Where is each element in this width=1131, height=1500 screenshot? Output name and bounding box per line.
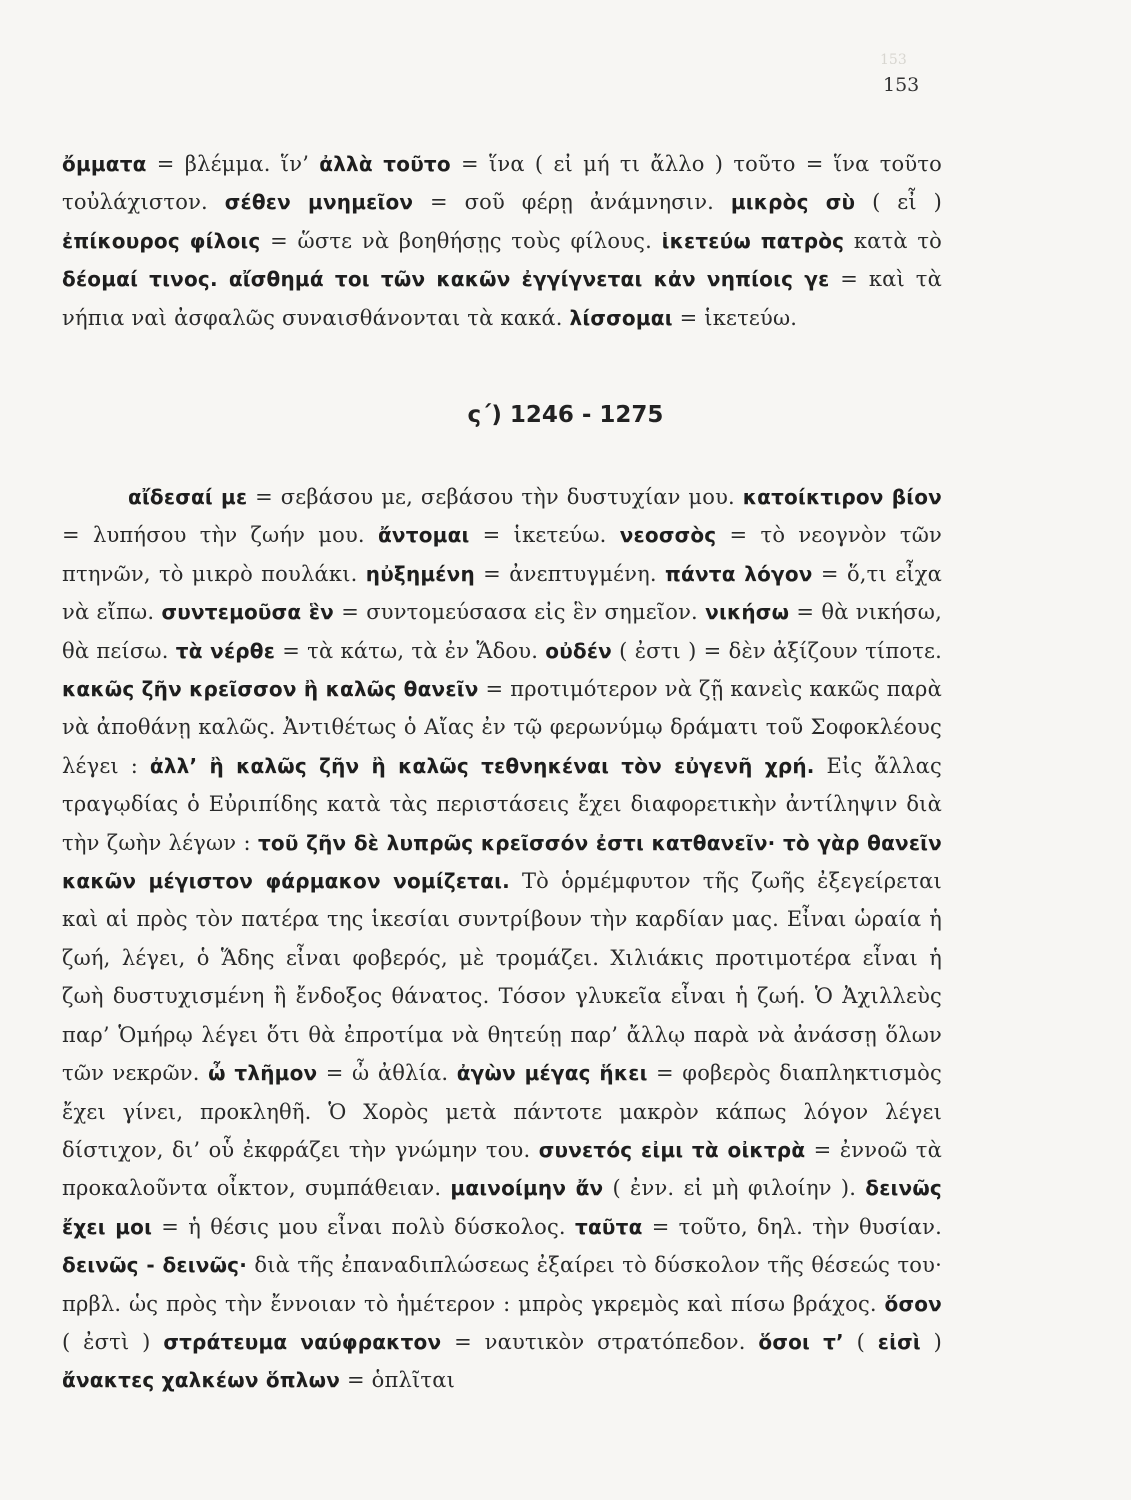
gloss-text: διὰ τῆς ἐπαναδιπλώσεως ἐξαίρει τὸ δύσκολον τῆς θέσεώς του· πρβλ. ὡς πρὸς τὴν ἔννοιαν τὸ ἡμέτερον : μπρὸς γκρεμὸς καὶ πίσω βράχος. <box>62 1253 942 1316</box>
gloss-text: = καὶ τὰ νήπια ναὶ ἀσφαλῶς συναισθάνονται τὰ κακά. <box>62 267 942 330</box>
gloss-text: Τὸ ὁρμέμφυτον τῆς ζωῆς ἐξεγείρεται καὶ αἱ πρὸς τὸν πατέρα της ἱκεσίαι συντρίβουν τὴν καρδίαν μας. Εἶναι ὡραία ἡ ζωή, λέγει, ὁ Ἅδης εἶναι φοβερός, μὲ τρομάζει. Χιλιάκις προτιμοτέρα εἶναι ἡ ζωὴ δυστυχισμένη ἢ ἔνδοξος θάνατος. Τόσον γλυκεῖα εἶναι ἡ ζωή. Ὁ Ἀχιλλεὺς παρ’ Ὁμήρῳ λέγει ὅτι θὰ ἐπροτίμα νὰ θητεύῃ παρ’ ἄλλῳ παρὰ νὰ ἀνάσσῃ ὅλων τῶν νεκρῶν. <box>62 869 942 1086</box>
lemma-term: ταῦτα <box>575 1214 643 1239</box>
lemma-term: ὅσοι τ’ <box>758 1329 844 1354</box>
lemma-term: ἀλλ’ ἢ καλῶς ζῆν ἢ καλῶς τεθνηκέναι τὸν εὐγενῆ χρή. <box>149 753 815 778</box>
lemma-term: οὐδέν <box>545 638 612 663</box>
gloss-text: = ἵνα ( εἰ μή τι ἄλλο ) τοῦτο = ἵνα τοῦτο τοὐλάχιστον. <box>62 152 942 215</box>
gloss-text: = τοῦτο, δηλ. τὴν θυσίαν. <box>642 1214 942 1239</box>
lemma-term: μαινοίμην ἄν <box>450 1176 604 1201</box>
lemma-term: νεοσσὸς <box>619 523 717 548</box>
lemma-term: εἰσὶ <box>877 1329 921 1354</box>
lemma-term: ὄμματα <box>62 152 147 176</box>
lemma-term: κακῶς ζῆν κρεῖσσον ἢ καλῶς θανεῖν <box>62 677 479 702</box>
lemma-term: μικρὸς σὺ <box>730 190 856 215</box>
gloss-text: = ὦ ἀθλία. <box>317 1061 457 1086</box>
lemma-term: συντεμοῦσα ἓν <box>161 600 334 625</box>
gloss-text: = ναυτικὸν στρατόπεδον. <box>441 1329 759 1354</box>
lemma-term: λίσσομαι <box>569 305 673 330</box>
lemma-term: νικήσω <box>705 600 790 625</box>
gloss-text: = βλέμμα. ἵν’ <box>146 152 320 176</box>
gloss-text: ( ἐστὶ ) <box>62 1329 164 1354</box>
gloss-text: Εἰς ἄλλας τραγῳδίας ὁ Εὐριπίδης κατὰ τὰς περιστάσεις ἔχει διαφορετικὴν ἀντίληψιν διὰ τὴν ζωὴν λέγων : <box>62 753 942 855</box>
gloss-text: = ἐννοῶ τὰ προκαλοῦντα οἶκτον, συμπάθειαν. <box>62 1137 942 1201</box>
gloss-text: ( ἐστι ) = δὲν ἀξίζουν τίποτε. <box>612 638 942 663</box>
lemma-term: ἀλλὰ τοῦτο <box>319 152 451 176</box>
lemma-term: τοῦ ζῆν δὲ λυπρῶς κρεῖσσόν ἐστι κατθανεῖν· τὸ γὰρ θανεῖν κακῶν μέγιστον φάρμακον νομίζεται. <box>62 830 942 894</box>
faint-header-number: 153 <box>880 52 907 68</box>
lemma-term: τὰ νέρθε <box>175 638 276 663</box>
gloss-text: = τὸ νεογνὸν τῶν πτηνῶν, τὸ μικρὸ πουλάκι. <box>62 523 943 586</box>
lemma-term: ὅσον <box>884 1291 942 1316</box>
gloss-text: ) <box>920 1329 943 1354</box>
lemma-term: συνετός εἰμι τὰ οἰκτρὰ <box>538 1137 806 1162</box>
lemma-term: στράτευμα ναύφρακτον <box>163 1329 442 1354</box>
gloss-text: = ἀνεπτυγμένη. <box>474 561 666 586</box>
gloss-text: = ὥστε νὰ βοηθήσῃς τοὺς φίλους. <box>260 228 662 253</box>
gloss-text: = λυπήσου τὴν ζωήν μου. <box>62 523 378 548</box>
gloss-text: = ὁπλῖται <box>340 1368 456 1393</box>
lemma-term: ἐπίκουρος φίλοις <box>62 228 261 253</box>
lemma-term: αἴδεσαί με <box>128 485 248 509</box>
lemma-term: ἄνακτες χαλκέων ὅπλων <box>62 1368 341 1393</box>
lemma-term: δεινῶς - δεινῶς· <box>62 1253 248 1278</box>
paragraph-1 <box>62 145 942 337</box>
lemma-term: ἀγὼν μέγας ἥκει <box>456 1061 648 1086</box>
gloss-text: = θὰ νικήσω, θὰ πείσω. <box>62 600 943 663</box>
gloss-text: = σοῦ φέρῃ ἀνάμνησιν. <box>413 190 731 215</box>
gloss-text: κατὰ τὸ <box>844 228 943 253</box>
lemma-term: ἱκετεύω πατρὸς <box>661 228 845 253</box>
lemma-term: δεινῶς ἔχει μοι <box>62 1176 942 1239</box>
gloss-text: = ἱκετεύω. <box>469 523 620 548</box>
gloss-text: = ἡ θέσις μου εἶναι πολὺ δύσκολος. <box>152 1214 575 1239</box>
gloss-text: = τὰ κάτω, τὰ ἐν Ἅδου. <box>275 638 546 663</box>
gloss-text: = φοβερὸς διαπληκτισμὸς ἔχει γίνει, προκληθῆ. Ὁ Χορὸς μετὰ πάντοτε μακρὸν κάπως λόγον λέγει δίστιχον, δι’ οὗ ἐκφράζει τὴν γνώμην του. <box>62 1061 942 1162</box>
lemma-term: σέθεν μνημεῖον <box>224 190 414 215</box>
page-number: 153 <box>883 74 920 96</box>
gloss-text: = ἱκετεύω. <box>672 305 798 330</box>
lemma-term: κατοίκτιρον βίον <box>742 485 943 509</box>
lemma-term: ἄντομαι <box>377 523 470 548</box>
gloss-text: = σεβάσου με, σεβάσου τὴν δυστυχίαν μου. <box>247 485 743 509</box>
gloss-text: = συντομεύσασα εἰς ἓν σημεῖον. <box>334 600 706 625</box>
section-heading: ς΄) 1246 - 1275 <box>467 402 664 428</box>
paragraph-2 <box>62 478 942 1400</box>
gloss-text: = προτιμότερον νὰ ζῇ κανεὶς κακῶς παρὰ νὰ ἀποθάνῃ καλῶς. Ἀντιθέτως ὁ Αἴας ἐν τῷ φερωνύμῳ δράματι τοῦ Σοφοκλέους λέγει : <box>62 677 942 778</box>
lemma-term: ηὐξημένη <box>365 561 475 586</box>
gloss-text: ( εἶ ) <box>855 190 942 215</box>
lemma-term: ὦ τλῆμον <box>208 1061 318 1086</box>
lemma-term: πάντα λόγον <box>665 561 813 586</box>
gloss-text: ( ἐνν. εἰ μὴ φιλοίην ). <box>603 1176 866 1201</box>
gloss-text: = ὅ,τι εἶχα νὰ εἴπω. <box>62 561 943 625</box>
lemma-term: δέομαί τινος. αἴσθημά τοι τῶν κακῶν ἐγγίγνεται κἀν νηπίοις γε <box>62 267 830 292</box>
gloss-text: ( <box>843 1329 878 1354</box>
